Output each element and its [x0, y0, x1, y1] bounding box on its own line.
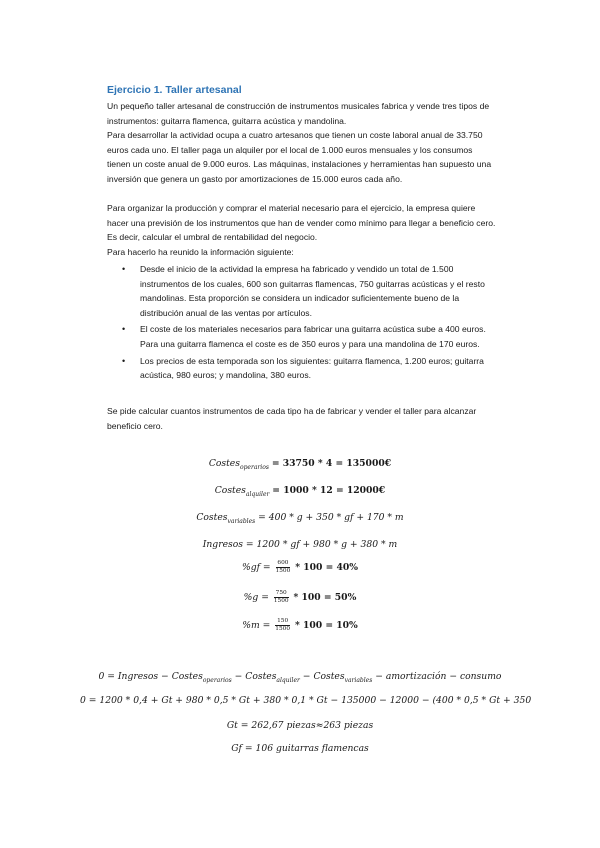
fraction: $\frac{150}{1500}$: [275, 618, 291, 632]
info-intro-paragraph: Para hacerlo ha reunido la información siguiente:: [107, 247, 294, 257]
exercise-title: Ejercicio 1. Taller artesanal: [107, 84, 242, 96]
list-item: [107, 322, 497, 351]
equation-ingresos: Ingresos = 1200 * gf + 980 * g + 380 * m: [202, 539, 398, 550]
list-item: [107, 262, 497, 320]
costs-paragraph: Para desarrollar la actividad ocupa a cuatro artesanos que tienen un coste laboral anual de 33.750 euros cada uno. El taller paga un alquiler por el local de 1.000 euros mensuales y los consumos tienen un coste anual de 9.000 euros. Las máquinas, instalaciones y herramientas han supuesto una inversión que genera un gasto por amortizaciones de 15.000 euros cada año.: [107, 130, 492, 184]
fraction: $\frac{750}{1500}$: [273, 590, 289, 604]
equation-percent-g: %g = $\frac{750}{1500}$ * 100 = 50%: [243, 590, 357, 604]
equation-costes-variables: Costes$_{variables}$ = 400 * g + 350 * gf + 170 * m: [196, 512, 404, 525]
equation-percent-gf: %gf = $\frac{600}{1500}$ * 100 = 40%: [241, 560, 359, 574]
equation-gt-result: Gt = 262,67 piezas≈263 piezas: [226, 720, 374, 731]
bullet-icon: •: [122, 264, 126, 274]
intro-paragraph: Un pequeño taller artesanal de construcción de instrumentos musicales fabrica y vende tres tipos de instrumentos: guitarra flamenca, guitarra acústica y mandolina.: [107, 101, 490, 126]
bullet-text: Los precios de esta temporada son los siguientes: guitarra flamenca, 1.200 euros; guitarra acústica, 980 euros; y mandolina, 380 euros.: [140, 355, 484, 381]
bullet-text: El coste de los materiales necesarios para fabricar una guitarra acústica sube a 400 euros. Para una guitarra flamenca el coste es de 350 euros y para una mandolina de 170 euros.: [140, 324, 486, 349]
bullet-icon: •: [122, 355, 126, 366]
bullet-icon: •: [122, 324, 126, 335]
objective-paragraph: Para organizar la producción y comprar el material necesario para el ejercicio, la empresa quiere hacer una previsión de los instrumentos que han de vender como mínimo para llegar a beneficio cero. Es decir, calcular el umbral de rentabilidad del negocio.: [107, 203, 496, 243]
info-bullet-list: [107, 262, 497, 383]
equation-gf-result: Gf = 106 guitarras flamencas: [231, 743, 369, 754]
equation-breakeven-expanded: 0 = 1200 * 0,4 + Gt + 980 * 0,5 * Gt + 380 * 0,1 * Gt − 135000 − 12000 − (400 * 0,5 * Gt + 350: [80, 695, 532, 706]
equation-costes-operarios: Costes$_{operarios}$ = 33750 * 4 = 135000€: [208, 458, 392, 471]
list-item: [107, 354, 497, 383]
task-paragraph: Se pide calcular cuantos instrumentos de cada tipo ha de fabricar y vender el taller para alcanzar beneficio cero.: [107, 406, 477, 431]
bullet-text: Desde el inicio de la actividad la empresa ha fabricado y vendido un total de 1.500 instrumentos de los cuales, 600 son guitarras flamencas, 750 guitarras acústicas y el resto mandolinas. Esta proporción se considera un indicador suficientemente bueno de la distribución anual de las ventas por artículos.: [140, 264, 485, 318]
fraction: $\frac{600}{1500}$: [275, 560, 291, 574]
equation-percent-m: %m = $\frac{150}{1500}$ * 100 = 10%: [242, 618, 358, 632]
equation-costes-alquiler: Costes$_{alquiler}$ = 1000 * 12 = 12000€: [214, 485, 386, 498]
equation-breakeven: 0 = Ingresos − Costes$_{operarios}$ − Costes$_{alquiler}$ − Costes$_{variables}$ − amortización − consumo: [98, 671, 502, 684]
